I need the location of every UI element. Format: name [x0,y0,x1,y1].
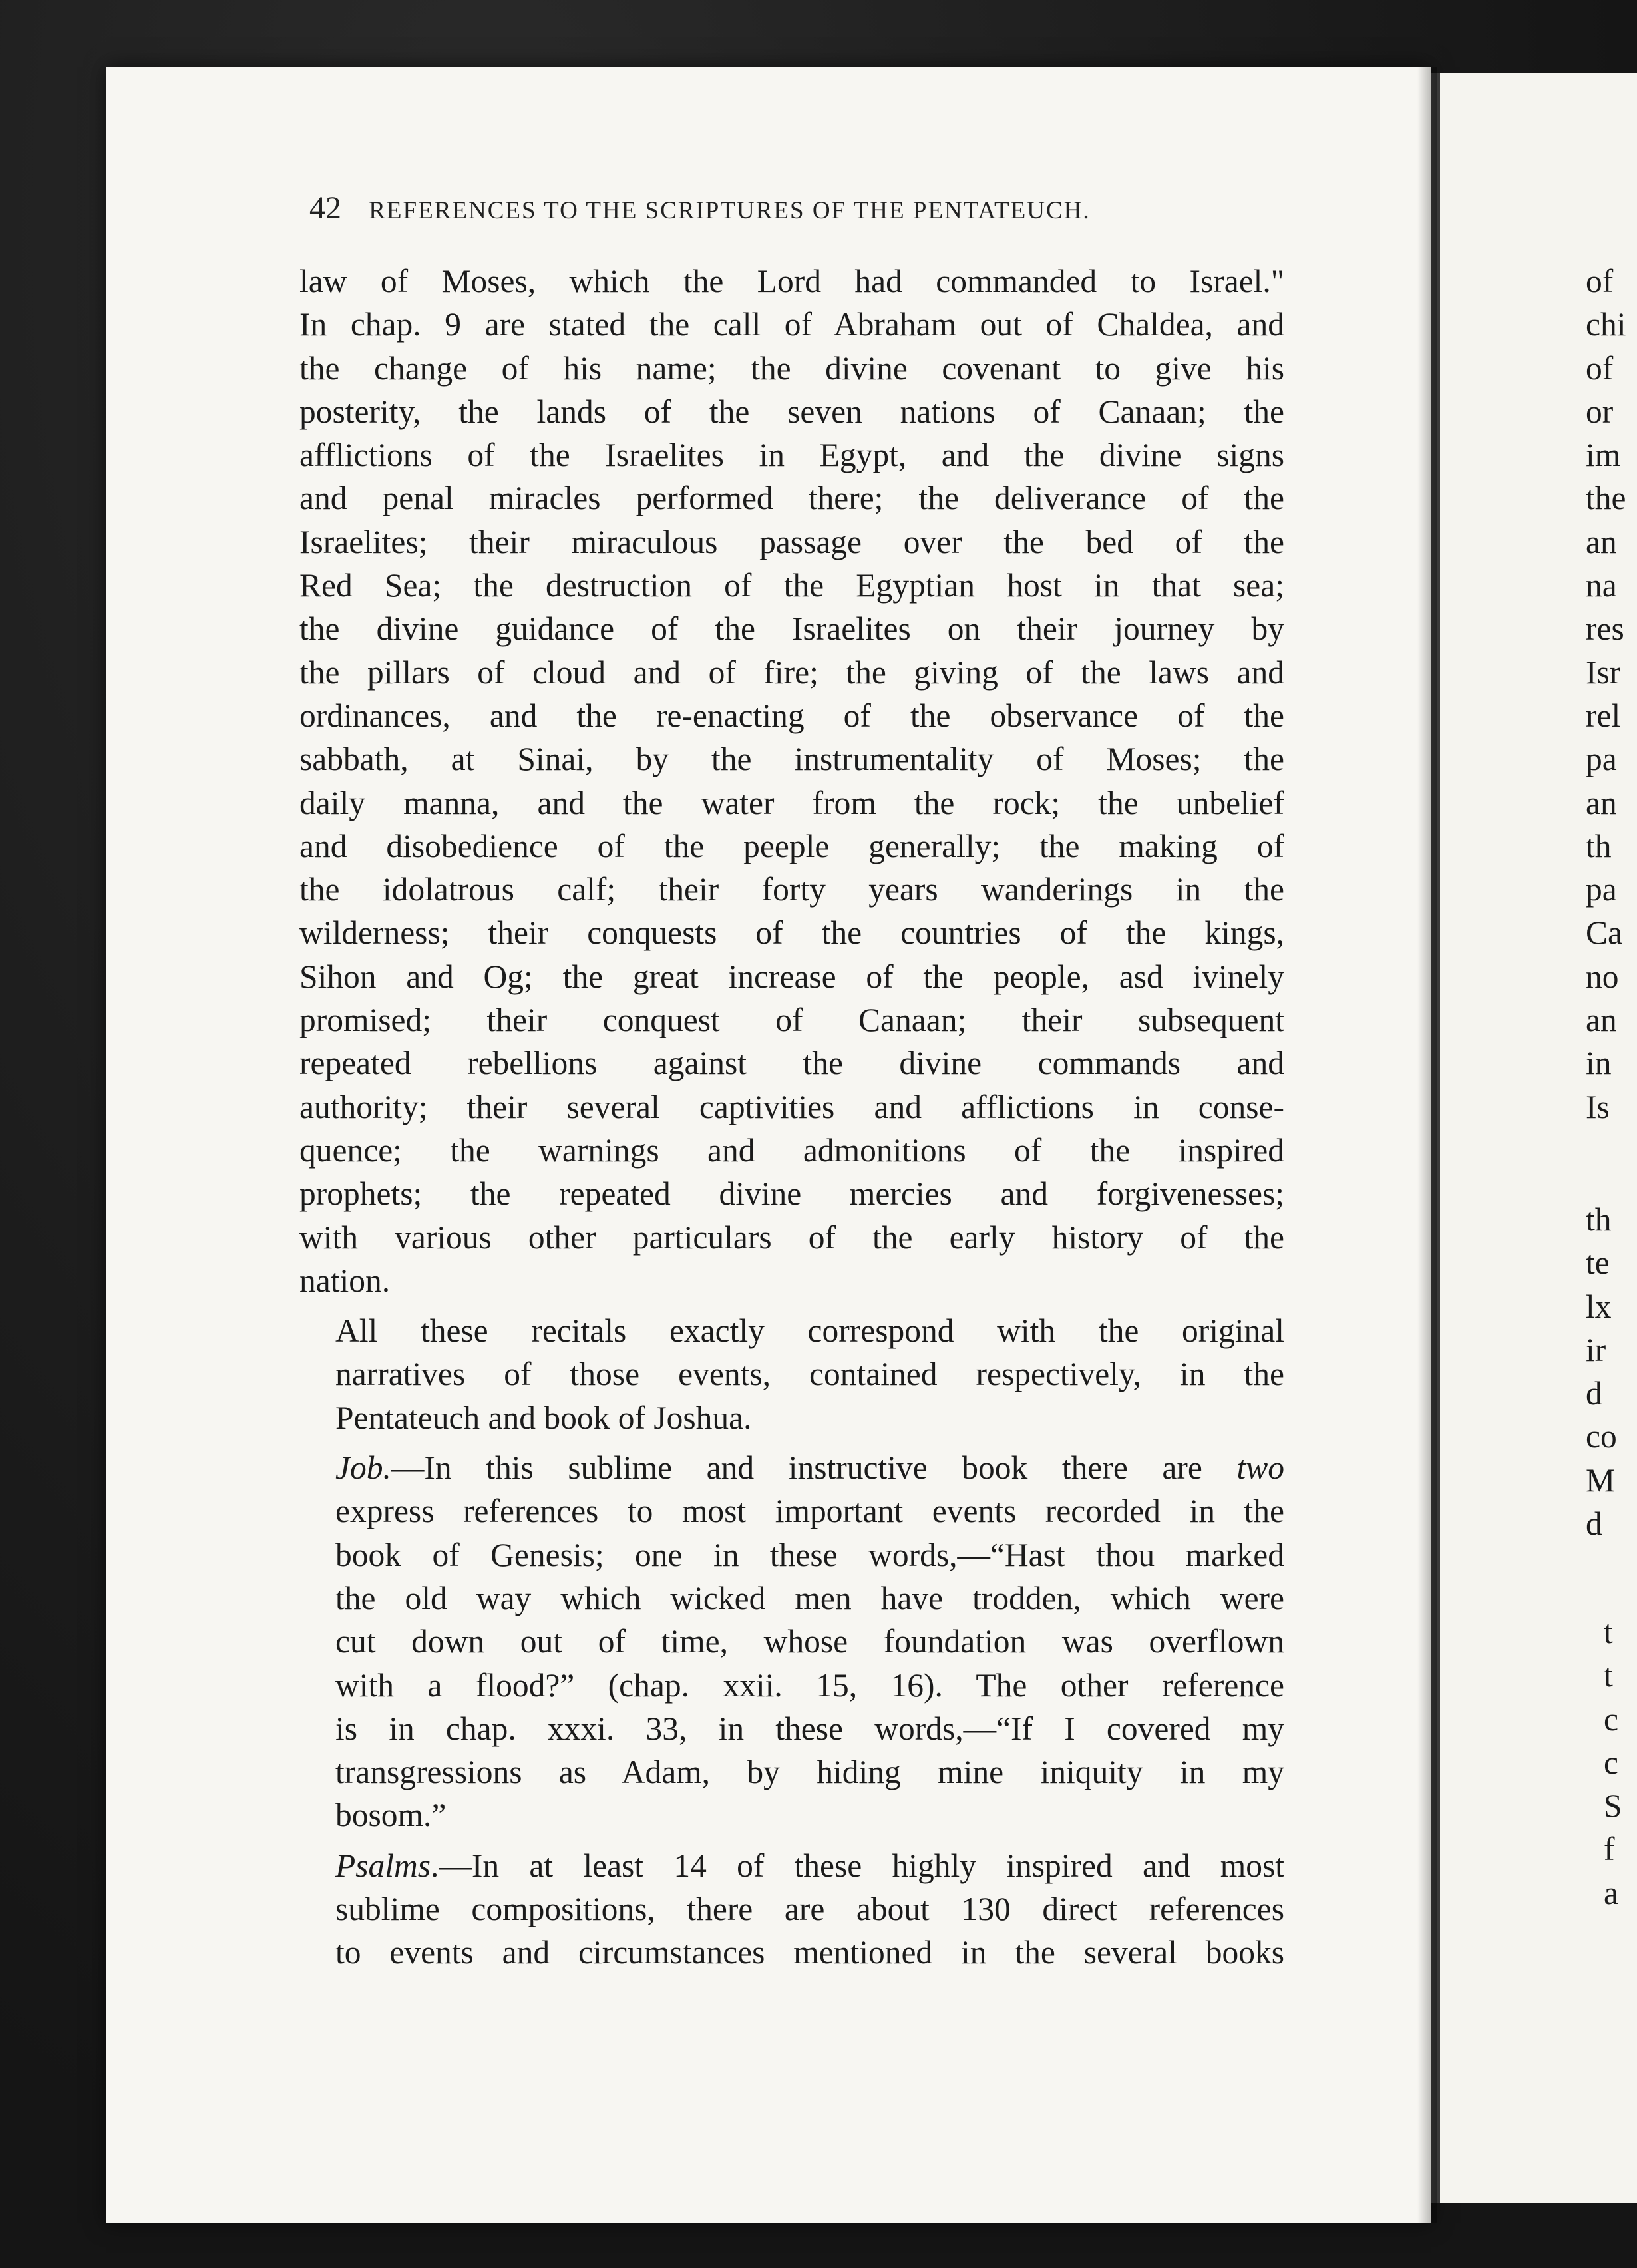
text-line: authority; their several captivities and afflictions in conse- [299,1088,1284,1125]
paragraph-job [299,1446,1284,1837]
running-head [309,190,1308,226]
facing-line: an [1586,784,1617,821]
facing-line: Is [1586,1088,1610,1125]
facing-line: in [1586,1045,1612,1082]
section-label-job: Job. [335,1449,391,1487]
facing-line: th [1586,827,1612,864]
gutter-shadow [1417,67,1437,2223]
facing-line: co [1586,1418,1617,1455]
facing-line: the [1586,480,1626,517]
facing-line: na [1586,567,1617,604]
text-line: Psalms.—In at least 14 of these highly inspired and most [335,1847,1284,1884]
text-line: promised; their conquest of Canaan; their subsequent [299,1002,1284,1039]
facing-line: no [1586,958,1619,995]
page-number: 42 [309,190,341,226]
text-line: repeated rebellions against the divine commands and [299,1045,1284,1082]
facing-line: pa [1586,871,1617,908]
facing-line: pa [1586,741,1617,778]
text-line: daily manna, and the water from the rock; the unbelief [299,784,1284,821]
facing-line: Ca [1586,914,1622,952]
text-line: All these recitals exactly correspond with the original [335,1312,1284,1350]
facing-line: S [1604,1788,1622,1825]
text-line: sublime compositions, there are about 130 direct references [335,1890,1284,1927]
text-line: cut down out of time, whose foundation was overflown [335,1623,1284,1660]
text-line: In chap. 9 are stated the call of Abraham out of Chaldea, and [299,306,1284,343]
text-line: Job.—In this sublime and instructive book there are two [335,1449,1284,1487]
text-line: narratives of those events, contained respectively, in the [335,1356,1284,1393]
text-line: with various other particulars of the early history of the [299,1219,1284,1256]
facing-line: rel [1586,697,1621,734]
facing-line: f [1604,1831,1615,1868]
text-line: ordinances, and the re-enacting of the observance of the [299,697,1284,734]
facing-line: a [1604,1874,1618,1911]
facing-line: of [1586,263,1614,299]
facing-page-text [1586,260,1637,1129]
facing-line: c [1604,1700,1618,1738]
facing-page-text-mid [1586,1198,1637,1545]
facing-line: lx [1586,1288,1612,1325]
facing-line: an [1586,523,1617,560]
text-line: bosom.” [335,1797,447,1834]
text-line: posterity, the lands of the seven nations of Canaan; the [299,393,1284,430]
text-line: and disobedience of the peeple generally; the making of [299,827,1284,864]
text-line: Israelites; their miraculous passage over the bed of the [299,523,1284,560]
text-line: sabbath, at Sinai, by the instrumentality of Moses; the [299,741,1284,778]
facing-line: c [1604,1744,1618,1781]
section-label-psalms: Psalms [335,1847,431,1884]
text-line: Sihon and Og; the great increase of the people, asd ivinely [299,958,1284,995]
paragraph-psalms [299,1844,1284,1975]
text-line: and penal miracles performed there; the deliverance of the [299,480,1284,517]
facing-line: or [1586,393,1614,430]
facing-line: t [1604,1614,1613,1650]
running-title: REFERENCES TO THE SCRIPTURES OF THE PENTATEUCH. [369,197,1091,224]
text-line: Red Sea; the destruction of the Egyptian host in that sea; [299,567,1284,604]
facing-line: of [1586,349,1614,387]
text-line: express references to most important events recorded in the [335,1493,1284,1530]
body-text [299,260,1284,1975]
facing-page-text-bottom [1604,1610,1622,1915]
facing-line: d [1586,1375,1602,1412]
facing-line: ir [1586,1331,1606,1368]
facing-line: Isr [1586,654,1621,691]
facing-line: M [1586,1461,1616,1499]
text-line: the divine guidance of the Israelites on their journey by [299,610,1284,648]
paragraph-chapter-9 [299,260,1284,1302]
text-line: the idolatrous calf; their forty years wanderings in the [299,871,1284,908]
text-line: the old way which wicked men have trodden, which were [335,1579,1284,1616]
text-line: afflictions of the Israelites in Egypt, and the divine signs [299,437,1284,474]
facing-line: res [1586,610,1624,648]
text-line: Pentateuch and book of Joshua. [335,1399,752,1436]
text-line: with a flood?” (chap. xxii. 15, 16). The other reference [335,1666,1284,1704]
facing-line: an [1586,1002,1617,1039]
text-line: prophets; the repeated divine mercies and forgivenesses; [299,1175,1284,1213]
text-line: nation. [299,1262,391,1299]
facing-line: th [1586,1201,1612,1238]
paragraph-recitals [299,1309,1284,1439]
facing-line: d [1586,1505,1602,1543]
text-line: transgressions as Adam, by hiding mine iniquity in my [335,1754,1284,1791]
facing-line: t [1604,1657,1613,1694]
text-line: book of Genesis; one in these words,—“Hast thou marked [335,1536,1284,1573]
text-line: the change of his name; the divine covenant to give his [299,349,1284,387]
facing-line: chi [1586,306,1626,343]
text-line: law of Moses, which the Lord had commanded to Israel." [299,263,1284,299]
text-line: to events and circumstances mentioned in the several books [335,1934,1284,1971]
text-line: wilderness; their conquests of the countries of the kings, [299,914,1284,952]
text-line: the pillars of cloud and of fire; the giving of the laws and [299,654,1284,691]
facing-line: im [1586,437,1621,474]
text-line: quence; the warnings and admonitions of the inspired [299,1131,1284,1169]
facing-line: te [1586,1244,1610,1282]
text-line: is in chap. xxxi. 33, in these words,—“If I covered my [335,1710,1284,1747]
